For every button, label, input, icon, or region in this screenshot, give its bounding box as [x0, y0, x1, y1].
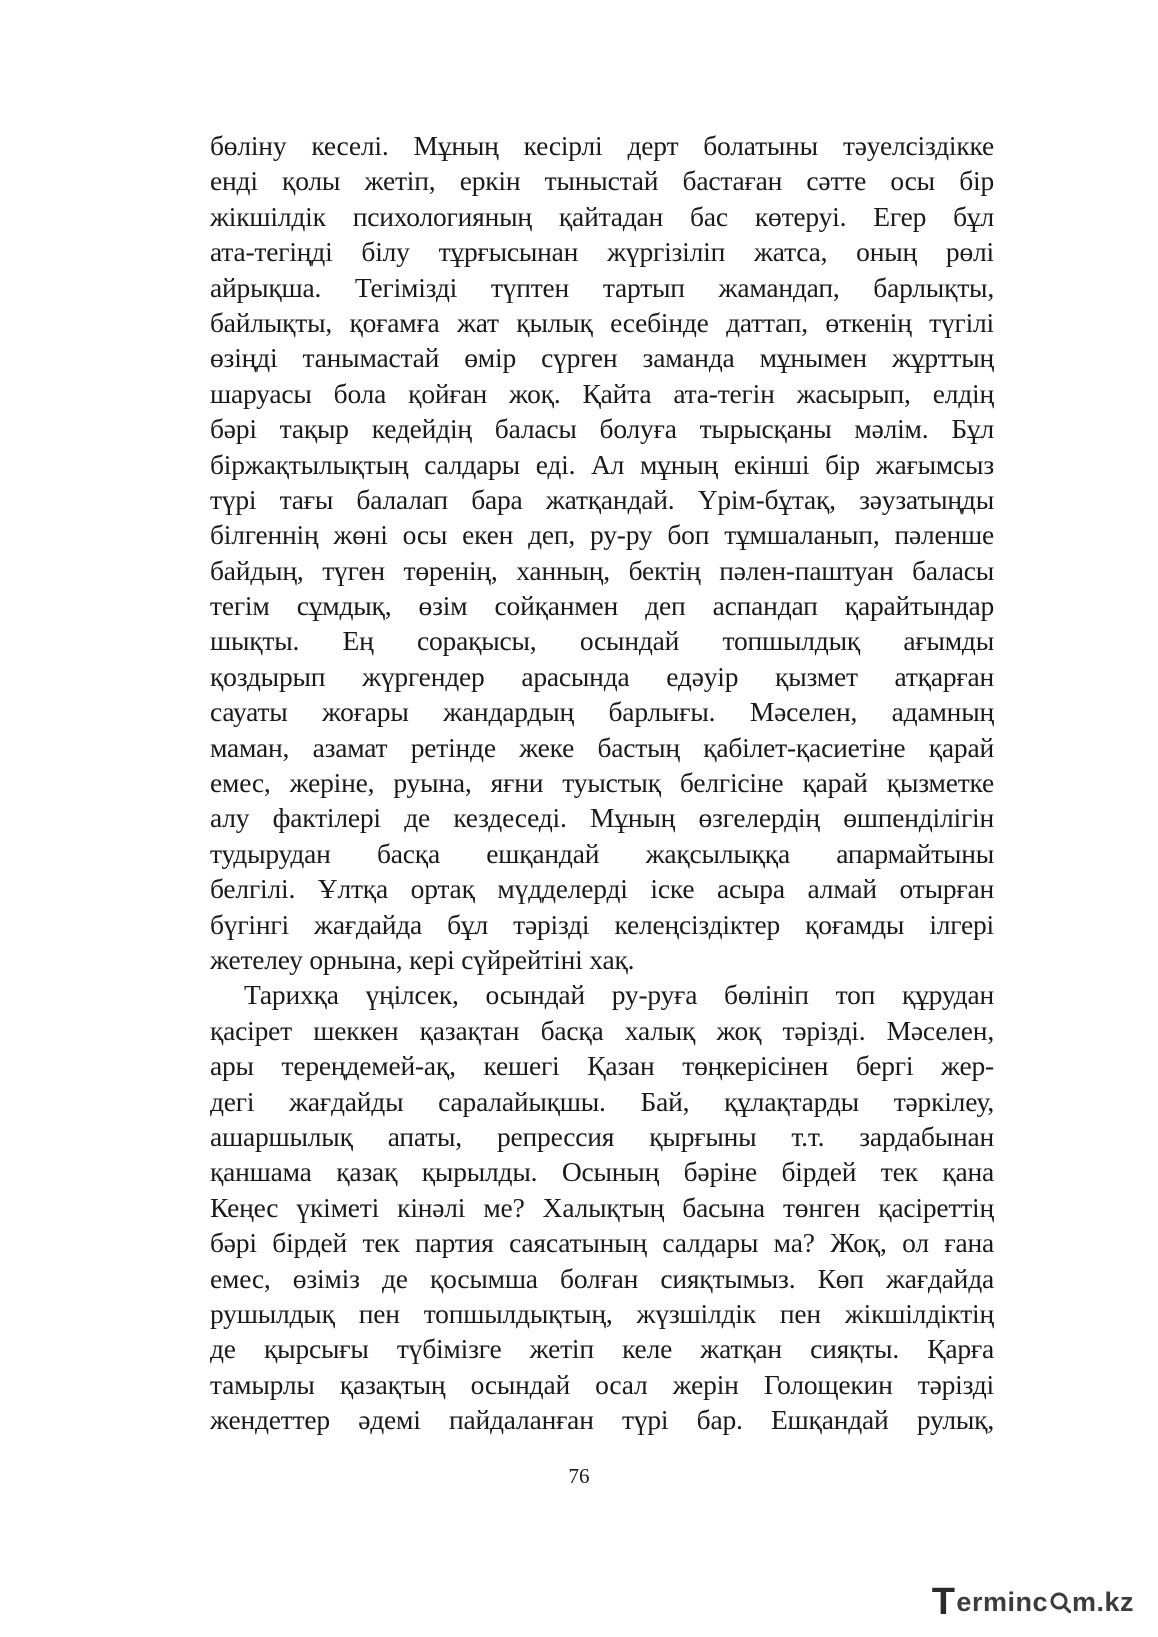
text-line: қоздырып жүргендер арасында едәуір қызмет атқарған [210, 660, 994, 692]
text-line: тамырлы қазақтың осындай осал жерін Голощекин тәрізді [210, 1368, 994, 1400]
text-line: білгеннің жөні осы екен деп, ру-ру боп тұмшаланып, пәленше [210, 519, 994, 551]
text-line: енді қолы жетіп, еркін тыныстай бастаған сәтте осы бір [210, 165, 994, 197]
text-line: ашаршылық апаты, репрессия қырғыны т.т. зардабынан [210, 1120, 994, 1152]
magnifier-icon [1049, 1591, 1071, 1613]
text-line: белгілі. Ұлтқа ортақ мүдделерді іске асыра алмай отырған [210, 873, 994, 905]
text-line: емес, өзіміз де қосымша болған сияқтымыз. Көп жағдайда [210, 1262, 994, 1294]
text-line: шаруасы бола қойған жоқ. Қайта ата-тегін жасырып, елдің [210, 377, 994, 409]
watermark-text-middle: erminc [956, 1586, 1048, 1617]
body-text [210, 128, 994, 1437]
text-line: түрі тағы балалап бара жатқандай. Үрім-бұтақ, зәузатыңды [210, 483, 994, 515]
text-line: байлықты, қоғамға жат қылық есебінде даттап, өткенің түгілі [210, 306, 994, 338]
text-line: біржақтылықтың салдары еді. Ал мұның екінші бір жағымсыз [210, 448, 994, 480]
text-line: емес, жеріне, руына, яғни туыстық белгісіне қарай қызметке [210, 767, 994, 799]
text-line: дегі жағдайды саралайықшы. Бай, құлақтарды тәркілеу, [210, 1085, 994, 1117]
text-line: бөліну кеселі. Мұның кесірлі дерт болатыны тәуелсіздікке [210, 130, 994, 161]
text-line: айрықша. Тегімізді түптен тартып жамандап, барлықты, [210, 271, 994, 303]
text-line: бәрі тақыр кедейдің баласы болуға тырысқаны мәлім. Бұл [210, 413, 994, 445]
text-line: бүгінгі жағдайда бұл тәрізді келеңсіздіктер қоғамды ілгері [210, 908, 994, 940]
text-line: маман, азамат ретінде жеке бастың қабілет-қасиетіне қарай [210, 731, 994, 763]
text-line: ата-тегіңді білу тұрғысынан жүргізіліп жатса, оның рөлі [210, 236, 994, 268]
text-line: де қырсығы түбімізге жетіп келе жатқан сияқты. Қарға [210, 1333, 994, 1365]
text-line: Кеңес үкіметі кінәлі ме? Халықтың басына төнген қасіреттің [210, 1191, 994, 1223]
page-number: 76 [568, 1464, 590, 1488]
text-line: жетелеу орнына, кері сүйрейтіні хақ. [210, 943, 635, 975]
text-line: сауаты жоғары жандардың барлығы. Мәселен, адамның [210, 696, 994, 728]
text-line: өзіңді танымастай өмір сүрген заманда мұнымен жұрттың [210, 342, 994, 374]
watermark-text-tail: m.kz [1071, 1586, 1134, 1617]
text-line: шықты. Ең сорақысы, осындай топшылдық ағымды [210, 625, 994, 657]
text-line: байдың, түген төренің, ханның, бектің пәлен-паштуан баласы [210, 554, 994, 586]
text-line: Тарихқа үңілсек, осындай ру-руға бөлініп топ құрудан [244, 979, 994, 1011]
text-line: бәрі бірдей тек партия саясатының салдары ма? Жоқ, ол ғана [210, 1227, 994, 1259]
watermark-t-letter: T [931, 1580, 956, 1623]
text-line: тудырудан басқа ешқандай жақсылыққа апармайтыны [210, 837, 994, 869]
text-line: тегім сұмдық, өзім сойқанмен деп аспандап қарайтындар [210, 590, 994, 622]
text-line: рушылдық пен топшылдықтың, жүзшілдік пен жікшілдіктің [210, 1297, 994, 1329]
text-line: қаншама қазақ қырылды. Осының бәріне бірдей тек қана [210, 1156, 994, 1188]
text-line: жендеттер әдемі пайдаланған түрі бар. Ешқандай рулық, [210, 1404, 994, 1436]
watermark-logo [932, 1580, 1134, 1624]
text-line: алу фактілері де кездеседі. Мұның өзгелердің өшпенділігін [210, 802, 994, 834]
text-line: қасірет шеккен қазақтан басқа халық жоқ тәрізді. Мәселен, [210, 1014, 994, 1046]
text-line: ары тереңдемей-ақ, кешегі Қазан төңкерісінен бергі жер- [210, 1050, 994, 1082]
text-line: жікшілдік психологияның қайтадан бас көтеруі. Егер бұл [210, 200, 994, 232]
